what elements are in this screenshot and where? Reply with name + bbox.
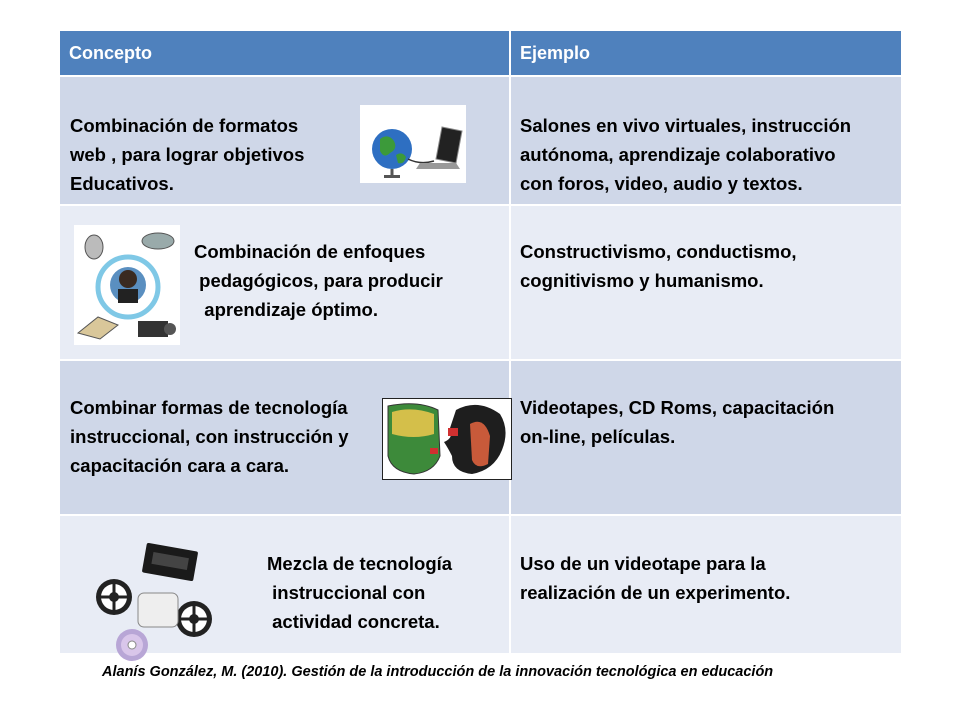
row-divider	[60, 75, 901, 77]
learning-media-image	[74, 225, 180, 345]
row-1-example: Salones en vivo virtuales, instrucción autónoma, aprendizaje colaborativo con foros, video, audio y textos.	[520, 115, 852, 194]
row-3-example: Videotapes, CD Roms, capacitación on-line, películas.	[520, 397, 835, 447]
row-4-concept: Mezcla de tecnología instruccional con actividad concreta.	[267, 553, 453, 632]
row-2-example: Constructivismo, conductismo, cognitivismo y humanismo.	[520, 241, 797, 291]
header-ejemplo: Ejemplo	[511, 31, 901, 75]
technology-faces-image	[382, 398, 512, 480]
row-2-concept: Combinación de enfoques pedagógicos, para producir aprendizaje óptimo.	[194, 241, 443, 320]
globe-laptop-image	[360, 105, 466, 183]
row-3-concept: Combinar formas de tecnología instruccional, con instrucción y capacitación cara a cara.	[70, 397, 349, 476]
row-4-example: Uso de un videotape para la realización de un experimento.	[520, 553, 791, 603]
citation: Alanís González, M. (2010). Gestión de la introducción de la innovación tecnológica en educación	[102, 664, 774, 680]
header-concepto: Concepto	[60, 31, 509, 75]
column-divider	[509, 31, 511, 653]
film-video-media-image	[92, 541, 216, 667]
row-1-concept: Combinación de formatos web , para lograr objetivos Educativos.	[70, 115, 305, 194]
